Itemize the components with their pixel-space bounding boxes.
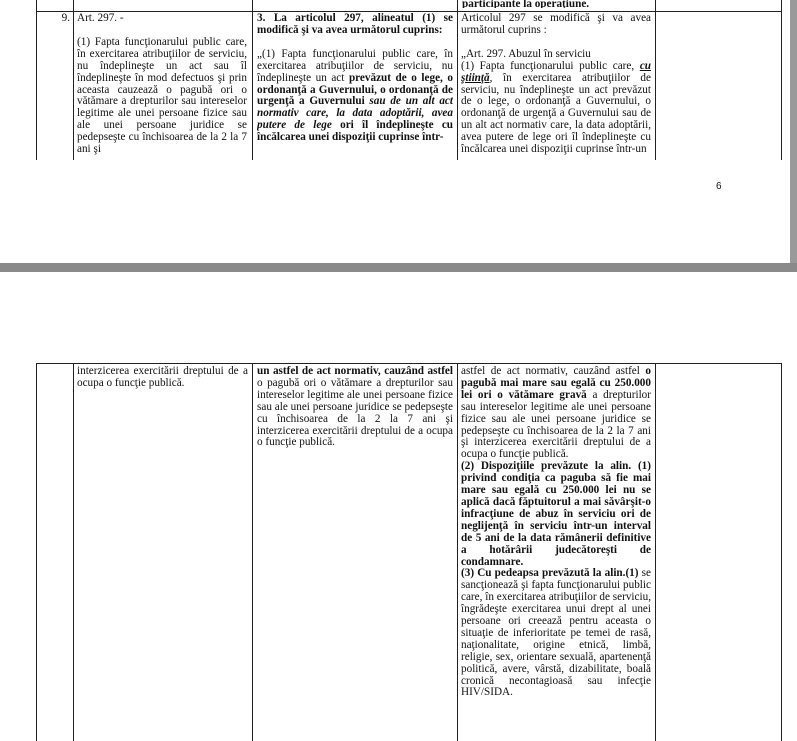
- bold-span: cu încălcarea unei dispoziţii cuprinse într-: [257, 119, 453, 144]
- article-title: „Art. 297. Abuzul în serviciu: [461, 47, 591, 60]
- column-proposed-text: [257, 13, 453, 160]
- text-span: se sancţionează şi fapta funcţionarului public care, în exercitarea atribuţiilor de serviciu, îngrădeşte exercitarea unui drept al unei persoane ori creează pentru aceasta o situaţie de inferioritate pe temei de rasă, naţionalitate, origine etnică, limbă, religie, sex, orientare sexuală, apartenenţă politică, avere, vârstă, dizabilitate, boală cronică necontagioasă sau infecţie HIV/SIDA.: [461, 567, 651, 699]
- paragraph: (2) Dispoziţiile prevăzute la alin. (1) privind condiţia ca paguba să fie mai mare sau egală cu 250.000 lei nu se aplică dacă făptuitorul a mai săvârşit-o infracţiune de abuz în serviciu ori de neglijenţă în serviciu într-un interval de 5 ani de la data rămânerii definitive a hotărârii judecătoreşti de condamnare.: [461, 460, 651, 568]
- cut-off-text: participante la operaţiune.: [462, 0, 590, 8]
- intro: Articolul 297 se modifică şi va avea următorul cuprins :: [461, 13, 651, 36]
- page-number: 6: [716, 181, 722, 192]
- column-proposed-text: [257, 366, 453, 449]
- table-border: [36, 11, 782, 12]
- amendment-title: 3. La articolul 297, alineatul (1) se modifică şi va avea următorul cuprins:: [257, 13, 453, 36]
- table-border: [457, 0, 458, 160]
- table-border: [655, 0, 656, 160]
- column-current-text: [77, 366, 248, 390]
- paragraph: (1) Fapta funcţionarului public care, în exercitarea atribuţiilor de serviciu, nu îndeplineşte un act sau îl îndeplineşte în mod defectuos şi prin aceasta cauzează o pagubă ori o vătămare a drepturilor sau intereselor legitime ale unei persoane fizice sau ale unei persoane juridice se pedepseşte cu închisoarea de la 2 la 7 ani şi: [77, 35, 247, 156]
- bold-span: prevăzut de o lege, o ordonanţă a Guvernului, o ordonanţă de urgenţă a Guvernului: [257, 71, 453, 108]
- paragraph: [461, 366, 651, 461]
- paragraph: [257, 366, 453, 449]
- bold-span: o pagubă mai mare sau egală cu 250.000 lei ori o vătămare gravă: [461, 365, 651, 401]
- page-gutter: [790, 0, 797, 272]
- column-adopted-text: [461, 366, 651, 699]
- bold-span: ori îl îndeplineşte: [340, 119, 434, 132]
- table-border: [457, 363, 458, 741]
- bold-span: un astfel de act normativ, cauzând astfel: [257, 365, 453, 377]
- table-border: [73, 0, 74, 160]
- text-span: , în exercitarea atribuţiilor de serviciu, nu îndeplineşte un act prevăzut de o lege, o ordonanţă a Guvernului, o ordonanţă de urgenţă a Guvernului sau de un alt act normativ care, la data adoptării, avea putere de lege ori îl îndeplineşte cu încălcarea unei dispoziţii cuprinse într-un: [461, 71, 651, 156]
- text-span: a drepturilor sau intereselor legitime ale unei persoane fizice sau ale unei persoane juridice se pedepseşte cu închisoarea de la 2 la 7 ani şi interzicerea exercitării dreptului de a ocupa o funcţie publică.: [461, 388, 652, 461]
- text-span: [332, 119, 340, 131]
- paragraph: [461, 568, 651, 699]
- paragraph: [257, 49, 453, 144]
- text-span: (1) Fapta funcţionarului public care,: [461, 59, 640, 72]
- text-span: o pagubă ori o vătămare a drepturilor sau intereselor legitime ale unei persoane fizice sau ale unei persoane juridice se pedepseşte cu închisoarea de la 2 la 7 ani şi interzicerea exercitării dreptului de a ocupa o funcţie publică.: [257, 376, 453, 449]
- table-border: [36, 363, 37, 741]
- table-border: [252, 0, 253, 160]
- bold-span: (3) Cu pedeapsa prevăzută la alin.(1): [461, 567, 639, 580]
- table-border: [252, 363, 253, 741]
- row-number: 9.: [61, 12, 70, 24]
- document-page-bottom: [0, 272, 797, 741]
- table-border: [781, 0, 782, 160]
- paragraph: [461, 61, 651, 156]
- page-separator: [0, 263, 797, 272]
- bold-italic-span: sau de un alt act normativ care, la data adoptării, avea putere de lege: [257, 95, 453, 132]
- text-span: astfel de act normativ, cauzând astfel: [461, 365, 646, 377]
- column-adopted-text: [461, 13, 651, 160]
- table-border: [36, 363, 782, 364]
- article-title: Art. 297. -: [77, 13, 124, 24]
- document-page-top: [0, 0, 797, 263]
- table-border: [73, 363, 74, 741]
- bold-italic-underlined-span: cu ştiinţă: [461, 59, 651, 84]
- table-border: [36, 0, 37, 160]
- paragraph: interzicerea exercitării dreptului de a ocupa o funcţie publică.: [77, 365, 248, 389]
- table-border: [781, 363, 782, 741]
- column-current-text: [77, 13, 247, 160]
- text-span: „(1) Fapta funcţionarului public care, în exercitarea atribuţiilor de serviciu, nu îndeplineşte un act: [257, 47, 453, 84]
- table-border: [655, 363, 656, 741]
